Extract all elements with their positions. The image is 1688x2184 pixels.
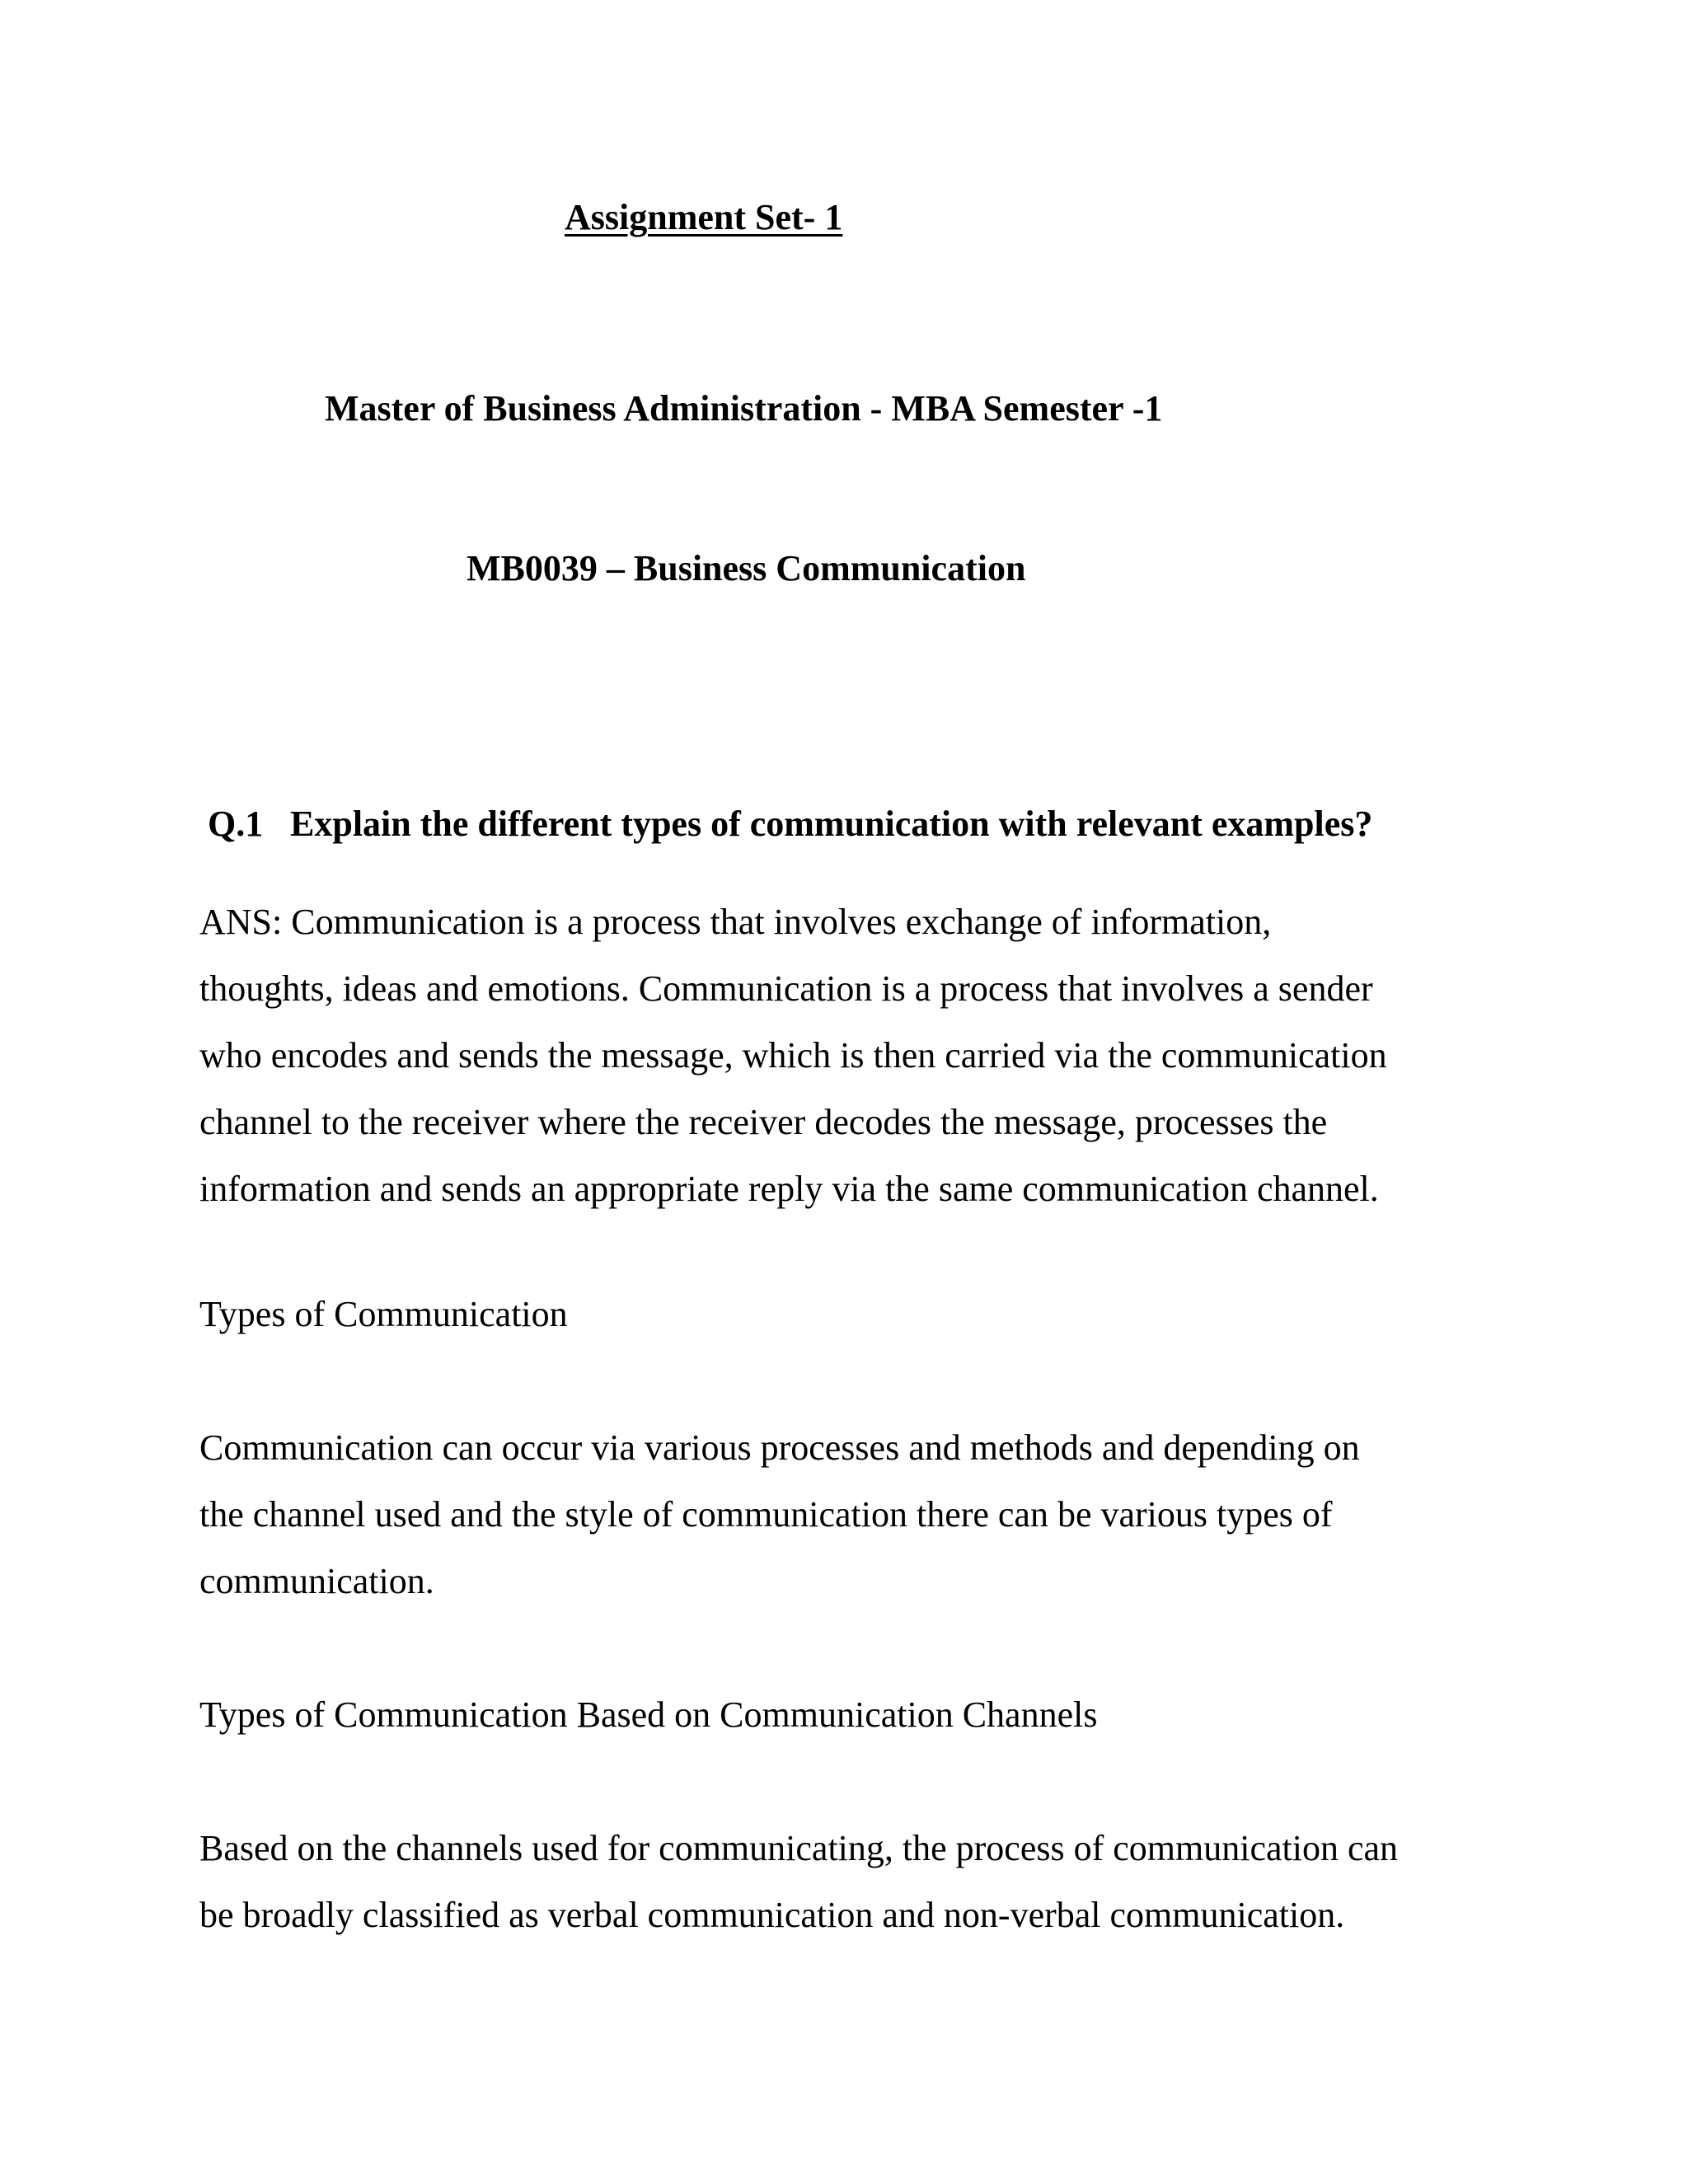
- paragraph-line: Communication can occur via various processes and methods and depending on: [199, 1427, 1360, 1468]
- paragraph-line: thoughts, ideas and emotions. Communication is a process that involves a sender: [199, 968, 1373, 1009]
- channels-heading: [199, 1681, 1551, 1748]
- section-heading-text: Types of Communication Based on Communication Channels: [199, 1694, 1098, 1735]
- types-paragraph: [199, 1414, 1551, 1615]
- question-1: [208, 803, 1372, 846]
- paragraph-line: be broadly classified as verbal communication and non-verbal communication.: [199, 1895, 1345, 1935]
- question-text: Explain the different types of communication with relevant examples?: [290, 804, 1373, 844]
- paragraph-line: who encodes and sends the message, which is then carried via the communication: [199, 1035, 1387, 1076]
- program-title: Master of Business Administration - MBA Semester -1: [325, 388, 1163, 429]
- assignment-title: Assignment Set- 1: [565, 197, 843, 237]
- paragraph-line: Based on the channels used for communicating, the process of communication can: [199, 1828, 1399, 1868]
- question-number: Q.1: [208, 804, 264, 844]
- channels-paragraph: [199, 1815, 1551, 1948]
- answer-paragraph: [199, 888, 1551, 1222]
- types-heading: [199, 1281, 1551, 1347]
- section-heading-text: Types of Communication: [199, 1294, 568, 1334]
- paragraph-line: information and sends an appropriate reply via the same communication channel.: [199, 1169, 1379, 1209]
- paragraph-line: the channel used and the style of communication there can be various types of: [199, 1494, 1333, 1535]
- course-title: MB0039 – Business Communication: [467, 548, 1026, 588]
- paragraph-line: ANS: Communication is a process that involves exchange of information,: [199, 902, 1272, 942]
- paragraph-line: channel to the receiver where the receiver decodes the message, processes the: [199, 1102, 1328, 1142]
- paragraph-line: communication.: [199, 1561, 434, 1601]
